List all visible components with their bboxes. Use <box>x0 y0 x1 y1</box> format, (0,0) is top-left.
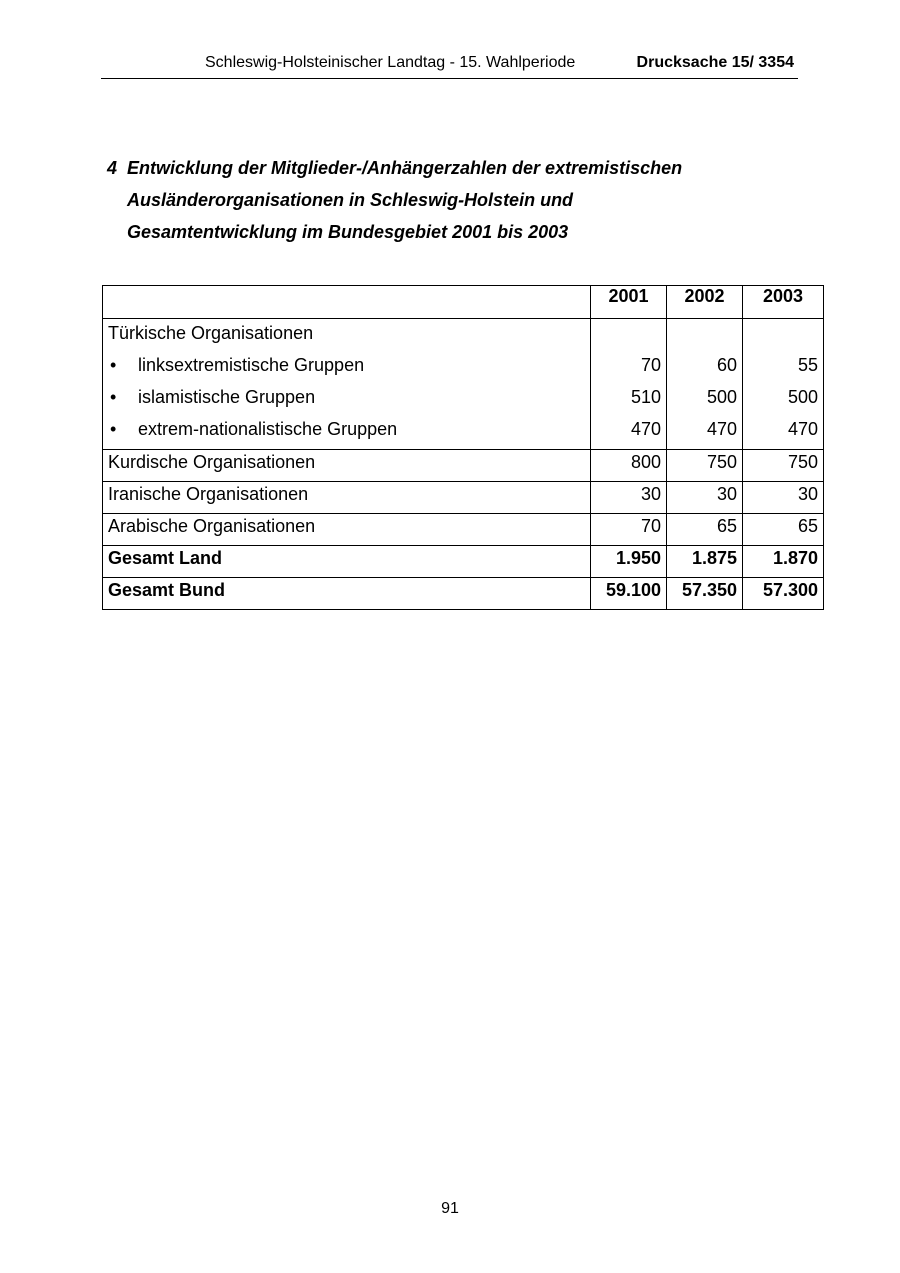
table-row <box>103 482 824 514</box>
row-label: linksextremistische Gruppen <box>138 355 365 375</box>
cell-value: 470 <box>630 419 661 439</box>
bullet-icon: • <box>110 355 117 375</box>
cell-value: 57.300 <box>743 578 824 610</box>
cell-value: 750 <box>667 450 743 482</box>
page-header <box>101 52 798 79</box>
cell-value: 55 <box>797 355 818 375</box>
table-row-turkish-group <box>103 319 824 450</box>
list-item <box>108 353 585 385</box>
cell-value: 70 <box>591 514 667 546</box>
cell-value: 30 <box>743 482 824 514</box>
cell-value: 500 <box>787 387 818 407</box>
section-title-line-2: Ausländerorganisationen in Schleswig-Holstein und <box>127 190 574 210</box>
section-number: 4 <box>107 158 118 178</box>
cell-value: 65 <box>743 514 824 546</box>
column-header-2001: 2001 <box>591 286 667 319</box>
table-header-row <box>103 286 824 319</box>
membership-table <box>102 285 824 610</box>
cell-value: 1.875 <box>667 546 743 578</box>
section-title-line-3: Gesamtentwicklung im Bundesgebiet 2001 bis 2003 <box>127 222 569 242</box>
header-title: Schleswig-Holsteinischer Landtag - 15. Wahlperiode <box>205 54 576 71</box>
cell-value: 60 <box>716 355 737 375</box>
cell-value: 510 <box>630 387 661 407</box>
section-title-line-1: Entwicklung der Mitglieder-/Anhängerzahlen der extremistischen <box>127 158 683 178</box>
row-label: Iranische Organisationen <box>103 482 591 514</box>
bullet-icon: • <box>110 387 117 407</box>
cell-value: 470 <box>706 419 737 439</box>
cell-value: 500 <box>706 387 737 407</box>
cell-value: 750 <box>743 450 824 482</box>
row-label: Arabische Organisationen <box>103 514 591 546</box>
row-label: islamistische Gruppen <box>138 387 316 407</box>
table-row <box>103 514 824 546</box>
cell-value: 1.870 <box>743 546 824 578</box>
column-header-2002: 2002 <box>667 286 743 319</box>
cell-value: 57.350 <box>667 578 743 610</box>
cell-value: 65 <box>667 514 743 546</box>
row-label: Kurdische Organisationen <box>103 450 591 482</box>
column-header-label <box>103 286 591 319</box>
bullet-icon: • <box>110 419 117 439</box>
table-row-total-bund <box>103 578 824 610</box>
cell-value: 30 <box>667 482 743 514</box>
row-label: extrem-nationalistische Gruppen <box>138 419 398 439</box>
row-label: Gesamt Land <box>103 546 591 578</box>
cell-value: 30 <box>591 482 667 514</box>
header-document-number: Drucksache 15/ 3354 <box>636 54 794 71</box>
row-label: Gesamt Bund <box>103 578 591 610</box>
group-title: Türkische Organisationen <box>108 323 314 343</box>
table-row-total-land <box>103 546 824 578</box>
column-header-2003: 2003 <box>743 286 824 319</box>
list-item <box>108 385 585 417</box>
cell-value: 1.950 <box>591 546 667 578</box>
list-item <box>108 417 585 449</box>
cell-value: 800 <box>591 450 667 482</box>
section-heading <box>107 156 807 252</box>
cell-value: 470 <box>787 419 818 439</box>
cell-value: 70 <box>640 355 661 375</box>
page-number: 91 <box>441 1200 459 1217</box>
table-row <box>103 450 824 482</box>
cell-value: 59.100 <box>591 578 667 610</box>
